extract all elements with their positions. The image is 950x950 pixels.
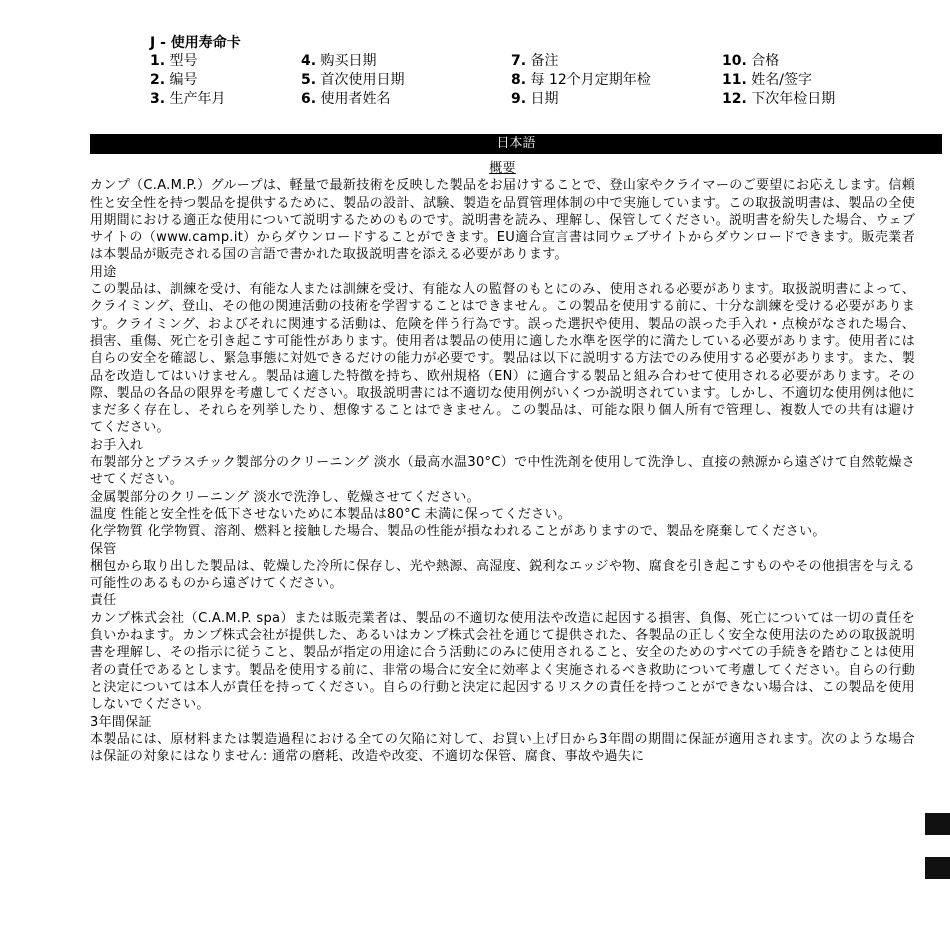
warranty-heading: 3年間保証: [90, 714, 152, 730]
life-card-field: 2. 编号: [150, 72, 198, 88]
life-card-fields: [150, 52, 870, 108]
life-card-section: [150, 34, 870, 108]
storage-text: 梱包から取り出した製品は、乾燥した冷所に保存し、光や熱源、高湿度、鋭利なエッジや物、腐食を引き起こすものやその他損害を与える可能性のあるものから遠ざけてください。: [90, 558, 915, 592]
warranty-text: 本製品には、原材料または製造過程における全ての欠陥に対して、お買い上げ日から3年間の期間に保証が適用されます。次のような場合は保証の対象にはなりません: 通常の磨耗、改造や改変、不適切な保管、腐食、事故や過失に: [90, 731, 915, 765]
life-card-field: 9. 日期: [511, 91, 559, 107]
overview-text: カンプ（C.A.M.P.）グループは、軽量で最新技術を反映した製品をお届けすることで、登山家やクライマーのご要望にお応えします。信頼性と安全性を持つ製品を提供するために、製品の設計、試験、製造を品質管理体制の中で実施しています。この取扱説明書は、製品の全使用期間における適正な使用について説明するためのものです。説明書を読み、理解し、保管してください。説明書を紛失した場合、ウェブサイトの（www.camp.it）からダウンロードすることができます。EU適合宣言書は同ウェブサイトからダウンロードできます。販売業者は本製品が販売される国の言語で書かれた取扱説明書を添える必要があります。: [90, 178, 915, 263]
life-card-field: 11. 姓名/签字: [722, 72, 812, 88]
manual-body: [90, 160, 915, 765]
life-card-field: 12. 下次年检日期: [722, 91, 836, 107]
liability-heading: 責任: [90, 593, 117, 609]
care-fabric-text: 布製部分とプラスチック製部分のクリーニング 淡水（最高水温30°C）で中性洗剤を使用して洗浄し、直接の熱源から遠ざけて自然乾燥させてください。: [90, 455, 915, 488]
care-metal-text: 金属製部分のクリーニング 淡水で洗浄し、乾燥させてください。: [90, 489, 480, 505]
life-card-field: 8. 每 12个月定期年检: [511, 72, 651, 88]
life-card-field: 5. 首次使用日期: [301, 72, 405, 88]
liability-text: カンプ株式会社（C.A.M.P. spa）または販売業者は、製品の不適切な使用法や改造に起因する損害、負傷、死亡については一切の責任を負いかねます。カンプ株式会社が提供した、あるいはカンプ株式会社を通じて提供された、各製品の正しく安全な使用法のための取扱説明書を理解し、その指示に従うこと、製品が指定の用途に合う活動にのみに使用されること、安全のためのすべての手続きを踏むことは使用者の責任であるとします。製品を使用する前に、非常の場合に安全に効率よく実施されるべき救助について考慮してください。自らの行動と決定については本人が責任を持ってください。自らの行動と決定に起因するリスクの責任を持つことができない場合は、この製品を使用しないでください。: [90, 610, 915, 713]
care-heading: お手入れ: [90, 437, 144, 453]
life-card-field: 10. 合格: [722, 53, 780, 69]
life-card-field: 3. 生产年月: [150, 91, 226, 107]
overview-heading: 概要: [489, 161, 516, 176]
care-chemicals-text: 化学物質 化学物質、溶剤、燃料と接触した場合、製品の性能が損なわれることがありますので、製品を廃棄してください。: [90, 524, 826, 540]
life-card-field: 4. 购买日期: [301, 53, 377, 69]
language-header-bar: 日本語: [90, 134, 942, 154]
life-card-field: 7. 备注: [511, 53, 559, 69]
life-card-field: 6. 使用者姓名: [301, 91, 391, 107]
care-temperature-text: 温度 性能と安全性を低下させないために本製品は80°C 未満に保ってください。: [90, 506, 572, 522]
page-edge-tab: [925, 857, 950, 879]
life-card-title: J - 使用寿命卡: [150, 35, 241, 51]
usage-heading: 用途: [90, 264, 117, 280]
usage-text: この製品は、訓練を受け、有能な人または訓練を受け、有能な人の監督のもとにのみ、使用される必要があります。取扱説明書によって、クライミング、登山、その他の関連活動の技術を学習することはできません。この製品を使用する前に、十分な訓練を受ける必要があります。クライミング、およびそれに関連する活動は、危険を伴う行為です。誤った選択や使用、製品の誤った手入れ・点検がなされた場合、損害、重傷、死亡を引き起こす可能性があります。使用者は製品の使用に適した水準を医学的に満たしている必要があります。使用者には自らの安全を確認し、緊急事態に対処できるだけの能力が必要です。製品は以下に説明する方法でのみ使用する必要があります。また、製品を改造してはいけません。製品は適した特徴を持ち、欧州規格（EN）に適合する製品と組み合わせて使用される必要があります。その際、製品の各品の限界を考慮してください。取扱説明書には不適切な使用例がいくつか説明されています。しかし、不適切な使用例は他にまだ多く存在し、それらを列挙したり、想像することはできません。この製品は、可能な限り個人所有で管理し、複数人での共有は避けてください。: [90, 282, 915, 436]
storage-heading: 保管: [90, 541, 117, 557]
page-edge-tab: [925, 813, 950, 835]
life-card-field: 1. 型号: [150, 53, 198, 69]
